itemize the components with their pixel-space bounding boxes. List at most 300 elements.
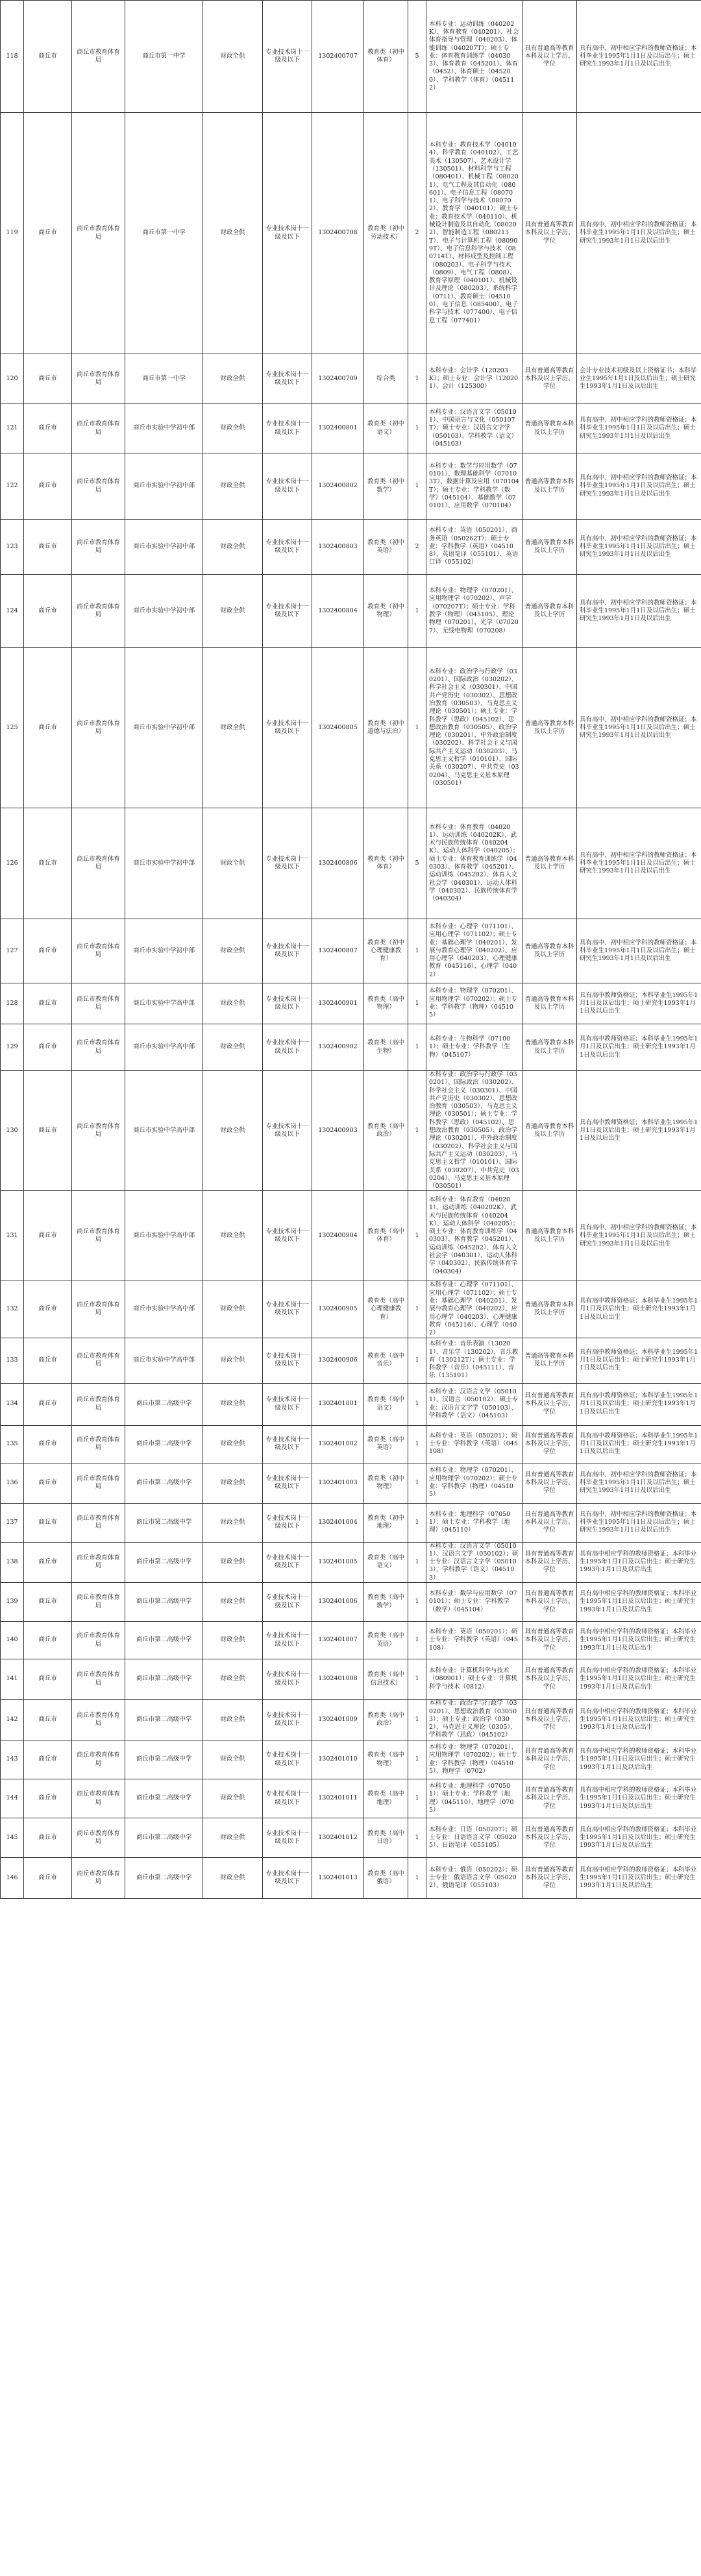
cell-headcount: 1 (408, 1503, 426, 1542)
cell-number: 144 (1, 1779, 24, 1818)
cell-post-code: 1302400801 (312, 404, 364, 453)
cell-department: 商丘市教育体育局 (72, 1740, 125, 1779)
cell-major-requirements: 本科专业：日语（050207）；硕士专业：日语语言文学（050205）、日语笔译（055105） (426, 1818, 523, 1858)
cell-city: 商丘市 (24, 1191, 72, 1281)
table-row (1, 983, 701, 1024)
cell-department: 商丘市教育体育局 (72, 808, 125, 919)
cell-post-level: 专业技术岗十一级及以下 (263, 1338, 312, 1383)
cell-headcount: 1 (408, 1583, 426, 1622)
cell-education: 普通高等教育本科及以上学历 (523, 919, 577, 983)
cell-education: 具有普通高等教育本科及以上学历、学位 (523, 1740, 577, 1779)
cell-major-requirements: 本科专业：数学与应用数学（070101）；硕士专业：学科教学（数学）（045104） (426, 1583, 523, 1622)
table-row (1, 404, 701, 453)
cell-post-name: 教育类（初中劳动技术） (364, 113, 408, 354)
cell-post-code: 1302400906 (312, 1338, 364, 1383)
cell-city: 商丘市 (24, 113, 72, 354)
cell-unit: 商丘市实验中学初中部 (125, 575, 203, 648)
cell-education: 具有普通高等教育本科及以上学历、学位 (523, 1779, 577, 1818)
cell-remarks: 具有高中教师资格证；本科毕业生1995年1月1日及以后出生；硕士研究生1993年1月1日及以后出生 (577, 1383, 701, 1425)
cell-unit: 商丘市实验中学高中部 (125, 1071, 203, 1191)
cell-department: 商丘市教育体育局 (72, 404, 125, 453)
cell-post-name: 教育类（高中体育） (364, 1191, 408, 1281)
cell-post-level: 专业技术岗十一级及以下 (263, 1071, 312, 1191)
cell-number: 129 (1, 1024, 24, 1071)
cell-number: 123 (1, 520, 24, 575)
cell-city: 商丘市 (24, 1659, 72, 1700)
cell-headcount: 1 (408, 404, 426, 453)
cell-major-requirements: 本科专业：物理学（070201）、应用物理学（070202）；硕士专业：学科教学（物理）（045105） (426, 983, 523, 1024)
cell-funding: 财政全供 (203, 1, 263, 113)
cell-post-name: 教育类（高中物理） (364, 983, 408, 1024)
cell-post-name: 教育类（高中政治） (364, 1071, 408, 1191)
cell-headcount: 1 (408, 1191, 426, 1281)
cell-post-level: 专业技术岗十一级及以下 (263, 1622, 312, 1659)
cell-post-code: 1302401004 (312, 1503, 364, 1542)
cell-unit: 商丘市第二高级中学 (125, 1542, 203, 1582)
cell-department: 商丘市教育体育局 (72, 1071, 125, 1191)
cell-post-code: 1302400805 (312, 648, 364, 808)
cell-number: 138 (1, 1542, 24, 1582)
cell-education: 普通高等教育本科及以上学历 (523, 404, 577, 453)
cell-major-requirements: 本科专业：汉语言文学（050101）、汉语言（050102）；硕士专业：汉语言文字学（050103）、学科教学（语文）（045103） (426, 1383, 523, 1425)
cell-headcount: 5 (408, 1, 426, 113)
cell-department: 商丘市教育体育局 (72, 520, 125, 575)
cell-headcount: 1 (408, 648, 426, 808)
cell-unit: 商丘市第二高级中学 (125, 1622, 203, 1659)
cell-department: 商丘市教育体育局 (72, 1818, 125, 1858)
cell-funding: 财政全供 (203, 1503, 263, 1542)
cell-post-level: 专业技术岗十一级及以下 (263, 1, 312, 113)
cell-education: 具有普通高等教育本科及以上学历、学位 (523, 1383, 577, 1425)
cell-post-code: 1302400904 (312, 1191, 364, 1281)
cell-department: 商丘市教育体育局 (72, 453, 125, 520)
cell-post-code: 1302401010 (312, 1740, 364, 1779)
cell-unit: 商丘市实验中学初中部 (125, 808, 203, 919)
cell-remarks: 具有高中教师资格证；本科毕业生1995年1月1日及以后出生；硕士研究生1993年1月1日及以后出生 (577, 1024, 701, 1071)
cell-major-requirements: 本科专业：生物科学（071001）；硕士专业：学科教学（生物）（045107） (426, 1024, 523, 1071)
cell-major-requirements: 本科专业：物理学（070201）、应用物理学（070202）；硕士专业：学科教学（物理）（045105） (426, 1463, 523, 1503)
cell-post-level: 专业技术岗十一级及以下 (263, 648, 312, 808)
cell-city: 商丘市 (24, 1425, 72, 1463)
cell-education: 具有普通高等教育本科及以上学历、学位 (523, 1818, 577, 1858)
cell-remarks: 具有高中相应学科的教师资格证；本科毕业生1995年1月1日及以后出生；硕士研究生1993年1月1日及以后出生 (577, 1779, 701, 1818)
cell-education: 具有普通高等教育本科及以上学历、学位 (523, 1425, 577, 1463)
cell-department: 商丘市教育体育局 (72, 575, 125, 648)
cell-funding: 财政全供 (203, 354, 263, 404)
cell-city: 商丘市 (24, 1542, 72, 1582)
cell-post-code: 1302401013 (312, 1858, 364, 1899)
cell-remarks: 具有高中教师资格证；本科毕业生1995年1月1日及以后出生；硕士研究生1993年1月1日及以后出生 (577, 983, 701, 1024)
cell-post-name: 教育类（初中数学） (364, 453, 408, 520)
cell-city: 商丘市 (24, 1779, 72, 1818)
cell-headcount: 1 (408, 1818, 426, 1858)
cell-unit: 商丘市实验中学初中部 (125, 919, 203, 983)
cell-city: 商丘市 (24, 1281, 72, 1338)
cell-city: 商丘市 (24, 919, 72, 983)
cell-department: 商丘市教育体育局 (72, 1858, 125, 1899)
cell-post-code: 1302400905 (312, 1281, 364, 1338)
cell-funding: 财政全供 (203, 983, 263, 1024)
cell-post-code: 1302400804 (312, 575, 364, 648)
cell-funding: 财政全供 (203, 1583, 263, 1622)
cell-department: 商丘市教育体育局 (72, 1383, 125, 1425)
cell-city: 商丘市 (24, 1383, 72, 1425)
cell-post-level: 专业技术岗十一级及以下 (263, 919, 312, 983)
cell-post-name: 教育类（高中信息技术） (364, 1659, 408, 1700)
cell-post-name: 教育类（初中物理） (364, 1463, 408, 1503)
table-row (1, 1818, 701, 1858)
cell-department: 商丘市教育体育局 (72, 1024, 125, 1071)
table-row (1, 1071, 701, 1191)
cell-major-requirements: 本科专业：音乐表演（130201）、音乐学（130202）、音乐教育（130212T）；硕士专业：学科教学（音乐）（045111）、音乐（135101） (426, 1338, 523, 1383)
cell-city: 商丘市 (24, 1503, 72, 1542)
cell-number: 125 (1, 648, 24, 808)
cell-education: 具有普通高等教育本科及以上学历、学位 (523, 1622, 577, 1659)
cell-headcount: 1 (408, 919, 426, 983)
cell-post-name: 综合类 (364, 354, 408, 404)
cell-education: 具有普通高等教育本科及以上学历、学位 (523, 1700, 577, 1740)
cell-major-requirements: 本科专业：心理学（071101）、应用心理学（071102）；硕士专业：基础心理学（040201）、发展与教育心理学（040202）、应用心理学（040203）、心理健康教育（045116）、心理学（0402） (426, 919, 523, 983)
cell-number: 133 (1, 1338, 24, 1383)
cell-unit: 商丘市实验中学初中部 (125, 520, 203, 575)
cell-post-code: 1302401003 (312, 1463, 364, 1503)
table-row (1, 1024, 701, 1071)
cell-post-name: 教育类（高中英语） (364, 1425, 408, 1463)
cell-remarks: 具有高中相应学科的教师资格证；本科毕业生1995年1月1日及以后出生；硕士研究生1993年1月1日及以后出生 (577, 1700, 701, 1740)
cell-remarks: 具有高中、初中相应学科的教师资格证；本科毕业生1995年1月1日及以后出生；硕士研究生1993年1月1日及以后出生 (577, 453, 701, 520)
cell-post-level: 专业技术岗十一级及以下 (263, 354, 312, 404)
cell-remarks: 具有高中相应学科的教师资格证；本科毕业生1995年1月1日及以后出生；硕士研究生1993年1月1日及以后出生 (577, 1818, 701, 1858)
table-body (1, 1, 701, 1899)
cell-funding: 财政全供 (203, 1818, 263, 1858)
cell-department: 商丘市教育体育局 (72, 1, 125, 113)
cell-headcount: 1 (408, 983, 426, 1024)
cell-unit: 商丘市第一中学 (125, 113, 203, 354)
cell-city: 商丘市 (24, 808, 72, 919)
cell-funding: 财政全供 (203, 1071, 263, 1191)
cell-post-code: 1302401011 (312, 1779, 364, 1818)
table-row (1, 1338, 701, 1383)
cell-city: 商丘市 (24, 1583, 72, 1622)
cell-post-code: 1302400803 (312, 520, 364, 575)
table-row (1, 1740, 701, 1779)
cell-remarks: 具有高中、初中相应学科的教师资格证；本科毕业生1995年1月1日及以后出生；硕士研究生1993年1月1日及以后出生 (577, 575, 701, 648)
cell-number: 136 (1, 1463, 24, 1503)
cell-post-code: 1302400807 (312, 919, 364, 983)
cell-post-name: 教育类（高中语文） (364, 1383, 408, 1425)
cell-major-requirements: 本科专业：体育教育（040201）、运动训练（040202K）、武术与民族传统体育（040204K）、运动人体科学（040205）；硕士专业：体育教育训练学（040303）、体育教学（045201）、运动训练（045202）、体育人文社会学（040301）、运动人体科学（040302）、民族传统体育学（040304） (426, 808, 523, 919)
table-row (1, 1, 701, 113)
cell-education: 具有普通高等教育本科及以上学历、学位 (523, 1583, 577, 1622)
cell-city: 商丘市 (24, 404, 72, 453)
cell-post-level: 专业技术岗十一级及以下 (263, 1542, 312, 1582)
cell-post-name: 教育类（高中语文） (364, 1542, 408, 1582)
cell-major-requirements: 本科专业：会计学（120203K）；硕士专业：会计学（120201）、会计（125300） (426, 354, 523, 404)
cell-post-code: 1302401008 (312, 1659, 364, 1700)
cell-headcount: 2 (408, 113, 426, 354)
cell-city: 商丘市 (24, 648, 72, 808)
cell-funding: 财政全供 (203, 1281, 263, 1338)
cell-remarks: 具有高中、初中相应学科的教师资格证；本科毕业生1995年1月1日及以后出生；硕士研究生1993年1月1日及以后出生 (577, 808, 701, 919)
cell-remarks: 具有高中相应学科的教师资格证；本科毕业生1995年1月1日及以后出生；硕士研究生1993年1月1日及以后出生 (577, 1622, 701, 1659)
cell-city: 商丘市 (24, 1858, 72, 1899)
cell-headcount: 5 (408, 808, 426, 919)
cell-unit: 商丘市第二高级中学 (125, 1503, 203, 1542)
cell-number: 120 (1, 354, 24, 404)
cell-post-code: 1302401005 (312, 1542, 364, 1582)
cell-city: 商丘市 (24, 1, 72, 113)
cell-headcount: 1 (408, 1858, 426, 1899)
cell-funding: 财政全供 (203, 404, 263, 453)
cell-education: 普通高等教育本科及以上学历 (523, 808, 577, 919)
cell-department: 商丘市教育体育局 (72, 1463, 125, 1503)
cell-department: 商丘市教育体育局 (72, 1542, 125, 1582)
cell-post-code: 1302400802 (312, 453, 364, 520)
table-row (1, 808, 701, 919)
cell-unit: 商丘市第一中学 (125, 1, 203, 113)
cell-unit: 商丘市第二高级中学 (125, 1779, 203, 1818)
cell-post-code: 1302401009 (312, 1700, 364, 1740)
cell-education: 具有普通高等教育本科及以上学历、学位 (523, 113, 577, 354)
cell-headcount: 1 (408, 453, 426, 520)
cell-post-code: 1302400902 (312, 1024, 364, 1071)
cell-post-name: 教育类（初中心理健康教育） (364, 919, 408, 983)
cell-remarks: 具有高中教师资格证；本科毕业生1995年1月1日及以后出生；硕士研究生1993年1月1日及以后出生 (577, 1425, 701, 1463)
cell-post-level: 专业技术岗十一级及以下 (263, 1700, 312, 1740)
cell-major-requirements: 本科专业：政治学与行政学（030201）、国际政治（030202）、科学社会主义（030301）、中国共产党历史（030302）、思想政治教育（030503）、马克思主义理论（030501）；硕士专业：学科教学（思政）（045102）、思想政治教育（030505）、政治学理论（030201）、中外政治制度（030202）、科学社会主义与国际共产主义运动（030203）、马克思主义哲学（010101）、国际关系（030207）、中共党史（030204）、马克思主义基本原理（030501） (426, 648, 523, 808)
cell-education: 具有普通高等教育本科及以上学历、学位 (523, 1, 577, 113)
cell-major-requirements: 本科专业：政治学与行政学（030201）、思想政治教育（030503）；硕士专业：政治学（0302）、马克思主义理论（0305）、学科教学（思政）（045102） (426, 1700, 523, 1740)
cell-post-code: 1302400707 (312, 1, 364, 113)
cell-remarks: 具有高中相应学科的教师资格证；本科毕业生1995年1月1日及以后出生；硕士研究生1993年1月1日及以后出生 (577, 1659, 701, 1700)
cell-major-requirements: 本科专业：地理科学（070501）；硕士专业：学科教学（地理）（045110）、地理学（0705） (426, 1779, 523, 1818)
table-row (1, 1779, 701, 1818)
table-row (1, 1700, 701, 1740)
cell-number: 122 (1, 453, 24, 520)
cell-post-code: 1302401006 (312, 1583, 364, 1622)
cell-education: 普通高等教育本科及以上学历 (523, 1024, 577, 1071)
cell-remarks: 会计专业技术初级及以上资格证书；本科毕业生1995年1月1日及以后出生；硕士研究生1993年1月1日及以后出生 (577, 354, 701, 404)
cell-department: 商丘市教育体育局 (72, 983, 125, 1024)
cell-remarks: 具有高中、初中相应学科的教师资格证；本科毕业生1995年1月1日及以后出生；硕士研究生1993年1月1日及以后出生 (577, 1503, 701, 1542)
cell-unit: 商丘市第二高级中学 (125, 1463, 203, 1503)
cell-post-code: 1302400903 (312, 1071, 364, 1191)
cell-department: 商丘市教育体育局 (72, 1338, 125, 1383)
cell-post-level: 专业技术岗十一级及以下 (263, 1281, 312, 1338)
cell-funding: 财政全供 (203, 1858, 263, 1899)
cell-post-name: 教育类（高中心理健康教育） (364, 1281, 408, 1338)
cell-post-name: 教育类（高中物理） (364, 1740, 408, 1779)
cell-remarks: 具有高中、初中相应学科的教师资格证；本科毕业生1995年1月1日及以后出生；硕士研究生1993年1月1日及以后出生 (577, 919, 701, 983)
cell-funding: 财政全供 (203, 1383, 263, 1425)
cell-funding: 财政全供 (203, 1542, 263, 1582)
cell-city: 商丘市 (24, 1700, 72, 1740)
cell-unit: 商丘市第二高级中学 (125, 1858, 203, 1899)
cell-number: 130 (1, 1071, 24, 1191)
cell-city: 商丘市 (24, 1463, 72, 1503)
cell-education: 普通高等教育本科及以上学历 (523, 648, 577, 808)
cell-number: 126 (1, 808, 24, 919)
cell-headcount: 1 (408, 1071, 426, 1191)
cell-major-requirements: 本科专业：汉语言文学（050101）、汉语言文学（050102）；硕士专业：汉语言文字学（050103）、学科教学（语文）（045103） (426, 1542, 523, 1582)
cell-number: 124 (1, 575, 24, 648)
cell-post-name: 教育类（高中政治） (364, 1700, 408, 1740)
cell-headcount: 1 (408, 1700, 426, 1740)
cell-post-name: 教育类（高中地理） (364, 1779, 408, 1818)
cell-number: 119 (1, 113, 24, 354)
cell-headcount: 1 (408, 1425, 426, 1463)
cell-number: 132 (1, 1281, 24, 1338)
cell-post-level: 专业技术岗十一级及以下 (263, 1659, 312, 1700)
cell-education: 具有普通高等教育本科及以上学历、学位 (523, 354, 577, 404)
cell-headcount: 1 (408, 354, 426, 404)
cell-number: 137 (1, 1503, 24, 1542)
cell-post-name: 教育类（高中俄语） (364, 1858, 408, 1899)
cell-number: 146 (1, 1858, 24, 1899)
cell-post-code: 1302401002 (312, 1425, 364, 1463)
cell-remarks: 具有高中、初中相应学科的教师资格证；本科毕业生1995年1月1日及以后出生；硕士研究生1993年1月1日及以后出生 (577, 1, 701, 113)
cell-major-requirements: 本科专业：心理学（071101）、应用心理学（071102）；硕士专业：基础心理学（040201）、发展与教育心理学（040202）、应用心理学（040203）、心理健康教育（045116）、心理学（0402） (426, 1281, 523, 1338)
cell-number: 140 (1, 1622, 24, 1659)
table-row (1, 648, 701, 808)
cell-education: 普通高等教育本科及以上学历 (523, 1191, 577, 1281)
cell-funding: 财政全供 (203, 1425, 263, 1463)
cell-major-requirements: 本科专业：物理学（070201）、应用物理学（070202）、声学（070207T）；硕士专业：学科教学（物理）（045105）、理论物理（070201）、光学（070207）、无线电物理（070208） (426, 575, 523, 648)
cell-headcount: 1 (408, 1338, 426, 1383)
cell-number: 127 (1, 919, 24, 983)
cell-unit: 商丘市实验中学高中部 (125, 1338, 203, 1383)
cell-number: 134 (1, 1383, 24, 1425)
cell-number: 141 (1, 1659, 24, 1700)
cell-unit: 商丘市实验中学高中部 (125, 1191, 203, 1281)
cell-post-name: 教育类（高中音乐） (364, 1338, 408, 1383)
cell-remarks: 具有高中、初中相应学科的教师资格证；本科毕业生1995年1月1日及以后出生；硕士研究生1993年1月1日及以后出生 (577, 404, 701, 453)
cell-number: 143 (1, 1740, 24, 1779)
cell-headcount: 1 (408, 1024, 426, 1071)
cell-funding: 财政全供 (203, 1622, 263, 1659)
cell-major-requirements: 本科专业：教育技术学（040104）、科学教育（040102）、工艺美术（130507）、艺术设计学（130501）、材料科学与工程（080401）、机械工程（080201）、电气工程及其自动化（080601）、电子信息工程（080701）、电子科学与技术（080702）、教育学（040101）；硕士专业：教育技术学（040110）、机械设计制造及其自动化（080202）、智能制造工程（080213T）、电子与计算机工程（080909T）、电子信息科学与技术（080714T）、材料成型及控制工程（080203）、电子科学与技术（0809）、电气工程（0808）、教育学原理（040101）、机械设计及理论（080203）、系统科学（0711）、教育硕士（045100）、电子信息（085400）、电子科学与技术（077400）、电子信息工程（077401） (426, 113, 523, 354)
cell-unit: 商丘市第二高级中学 (125, 1740, 203, 1779)
table-row (1, 520, 701, 575)
cell-education: 具有普通高等教育本科及以上学历、学位 (523, 1542, 577, 1582)
cell-headcount: 1 (408, 1383, 426, 1425)
cell-post-level: 专业技术岗十一级及以下 (263, 808, 312, 919)
table-row (1, 1659, 701, 1700)
cell-education: 具有普通高等教育本科及以上学历、学位 (523, 1659, 577, 1700)
cell-city: 商丘市 (24, 354, 72, 404)
cell-funding: 财政全供 (203, 1338, 263, 1383)
table-row (1, 1191, 701, 1281)
cell-unit: 商丘市第二高级中学 (125, 1583, 203, 1622)
cell-post-name: 教育类（高中英语） (364, 1622, 408, 1659)
cell-education: 具有普通高等教育本科及以上学历、学位 (523, 1463, 577, 1503)
cell-unit: 商丘市第一中学 (125, 354, 203, 404)
cell-city: 商丘市 (24, 1740, 72, 1779)
cell-post-level: 专业技术岗十一级及以下 (263, 453, 312, 520)
cell-post-code: 1302400806 (312, 808, 364, 919)
cell-city: 商丘市 (24, 520, 72, 575)
cell-post-code: 1302400709 (312, 354, 364, 404)
cell-number: 142 (1, 1700, 24, 1740)
table-row (1, 1503, 701, 1542)
cell-post-name: 教育类（高中数学） (364, 1583, 408, 1622)
cell-number: 118 (1, 1, 24, 113)
cell-post-code: 1302401001 (312, 1383, 364, 1425)
cell-funding: 财政全供 (203, 575, 263, 648)
cell-city: 商丘市 (24, 453, 72, 520)
cell-post-level: 专业技术岗十一级及以下 (263, 520, 312, 575)
cell-number: 139 (1, 1583, 24, 1622)
cell-city: 商丘市 (24, 1024, 72, 1071)
cell-post-name: 教育类（初中道德与法治） (364, 648, 408, 808)
cell-funding: 财政全供 (203, 919, 263, 983)
cell-post-name: 教育类（初中体育） (364, 808, 408, 919)
cell-post-name: 教育类（初中物理） (364, 575, 408, 648)
cell-major-requirements: 本科专业：汉语言文学（050101）、中国语言与文化（050107T）；硕士专业：汉语言文字学（050103）、学科教学（语文）（045103） (426, 404, 523, 453)
cell-city: 商丘市 (24, 1622, 72, 1659)
cell-department: 商丘市教育体育局 (72, 113, 125, 354)
cell-unit: 商丘市实验中学初中部 (125, 404, 203, 453)
table-row (1, 1463, 701, 1503)
cell-post-level: 专业技术岗十一级及以下 (263, 1024, 312, 1071)
table-row (1, 453, 701, 520)
cell-remarks: 具有高中相应学科的教师资格证；本科毕业生1995年1月1日及以后出生；硕士研究生1993年1月1日及以后出生 (577, 1858, 701, 1899)
cell-unit: 商丘市第二高级中学 (125, 1818, 203, 1858)
cell-city: 商丘市 (24, 983, 72, 1024)
cell-remarks: 具有高中相应学科的教师资格证；本科毕业生1995年1月1日及以后出生；硕士研究生1993年1月1日及以后出生 (577, 1542, 701, 1582)
cell-headcount: 2 (408, 520, 426, 575)
cell-funding: 财政全供 (203, 520, 263, 575)
cell-department: 商丘市教育体育局 (72, 1425, 125, 1463)
cell-education: 普通高等教育本科及以上学历 (523, 1338, 577, 1383)
cell-major-requirements: 本科专业：英语（050201）；硕士专业：学科教学（英语）（045108） (426, 1622, 523, 1659)
cell-funding: 财政全供 (203, 808, 263, 919)
cell-education: 普通高等教育本科及以上学历 (523, 1281, 577, 1338)
cell-unit: 商丘市实验中学高中部 (125, 1281, 203, 1338)
cell-unit: 商丘市第二高级中学 (125, 1383, 203, 1425)
cell-department: 商丘市教育体育局 (72, 1583, 125, 1622)
cell-funding: 财政全供 (203, 1700, 263, 1740)
cell-post-level: 专业技术岗十一级及以下 (263, 1779, 312, 1818)
cell-department: 商丘市教育体育局 (72, 1779, 125, 1818)
cell-headcount: 1 (408, 1659, 426, 1700)
cell-post-name: 教育类（初中体育） (364, 1, 408, 113)
cell-city: 商丘市 (24, 575, 72, 648)
cell-education: 具有普通高等教育本科及以上学历、学位 (523, 1503, 577, 1542)
cell-remarks: 具有高中教师资格证；本科毕业生1995年1月1日及以后出生；硕士研究生1993年1月1日及以后出生 (577, 1281, 701, 1338)
cell-post-level: 专业技术岗十一级及以下 (263, 404, 312, 453)
cell-major-requirements: 本科专业：俄语（050202）；硕士专业：俄语语言文学（050202）、俄语笔译（055103） (426, 1858, 523, 1899)
cell-headcount: 1 (408, 1281, 426, 1338)
cell-post-name: 教育类（高中日语） (364, 1818, 408, 1858)
cell-post-level: 专业技术岗十一级及以下 (263, 1740, 312, 1779)
cell-remarks: 具有高中、初中相应学科的教师资格证；本科毕业生1995年1月1日及以后出生；硕士研究生1993年1月1日及以后出生 (577, 113, 701, 354)
cell-remarks: 具有高中、初中相应学科的教师资格证；本科毕业生1995年1月1日及以后出生；硕士研究生1993年1月1日及以后出生 (577, 1463, 701, 1503)
cell-major-requirements: 本科专业：地理科学（070501）；硕士专业：学科教学（地理）（045110） (426, 1503, 523, 1542)
table-row (1, 113, 701, 354)
cell-funding: 财政全供 (203, 1191, 263, 1281)
cell-funding: 财政全供 (203, 1779, 263, 1818)
cell-city: 商丘市 (24, 1818, 72, 1858)
cell-unit: 商丘市实验中学初中部 (125, 453, 203, 520)
cell-city: 商丘市 (24, 1338, 72, 1383)
cell-city: 商丘市 (24, 1071, 72, 1191)
cell-major-requirements: 本科专业：英语（050201）；硕士专业：学科教学（英语）（045108） (426, 1425, 523, 1463)
cell-department: 商丘市教育体育局 (72, 1503, 125, 1542)
cell-funding: 财政全供 (203, 648, 263, 808)
cell-funding: 财政全供 (203, 1463, 263, 1503)
cell-remarks: 具有高中相应学科的教师资格证；本科毕业生1995年1月1日及以后出生；硕士研究生1993年1月1日及以后出生 (577, 1583, 701, 1622)
